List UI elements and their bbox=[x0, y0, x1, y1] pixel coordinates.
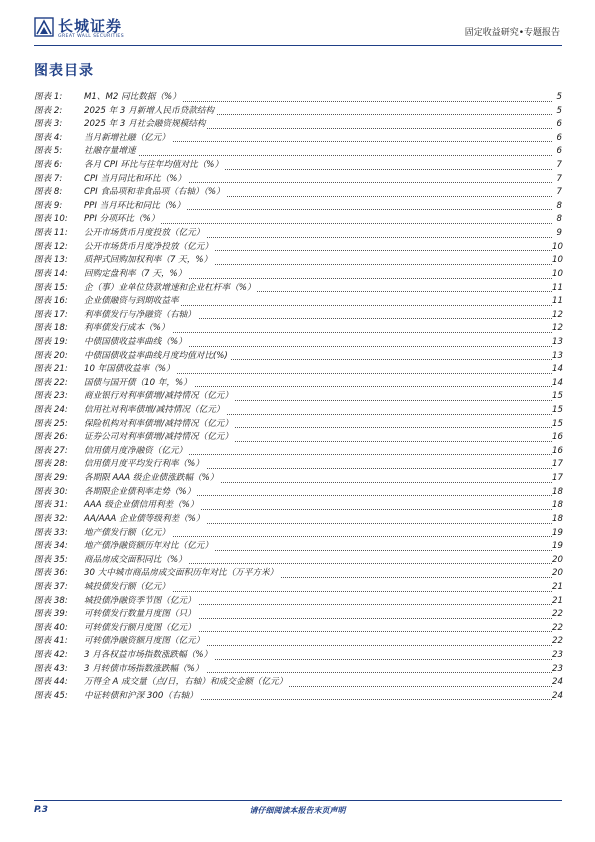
toc-dot-leader bbox=[84, 155, 552, 156]
toc-entry-title: 利率债发行与净融资（右轴） bbox=[84, 309, 198, 323]
toc-entry[interactable] bbox=[34, 159, 562, 173]
toc-entry-title: 中证转债和沪深 300（右轴） bbox=[84, 690, 200, 704]
toc-entry-label: 图表 6: bbox=[34, 160, 63, 171]
toc-entry-label: 图表 12: bbox=[34, 241, 68, 252]
toc-entry-page: 10 bbox=[552, 254, 562, 268]
toc-entry[interactable] bbox=[34, 472, 562, 486]
great-wall-logo-icon bbox=[34, 16, 54, 38]
toc-entry-title: 30 大中城市商品房成交面积历年对比（万平方米） bbox=[84, 567, 280, 581]
toc-entry-label: 图表 30: bbox=[34, 486, 68, 497]
toc-entry-title: 商业银行对利率债增/减持情况（亿元） bbox=[84, 390, 235, 404]
toc-entry-title: CPI 当月同比和环比（%） bbox=[84, 173, 188, 187]
toc-entry-page: 23 bbox=[552, 649, 562, 663]
toc-entry[interactable] bbox=[34, 622, 562, 636]
toc-entry[interactable] bbox=[34, 350, 562, 364]
toc-entry-label: 图表 37: bbox=[34, 581, 68, 592]
toc-entry[interactable] bbox=[34, 186, 562, 200]
toc-entry[interactable] bbox=[34, 608, 562, 622]
logo-chinese-text: 长城证券 bbox=[58, 17, 123, 35]
toc-entry-label: 图表 27: bbox=[34, 445, 68, 456]
toc-entry-label: 图表 45: bbox=[34, 690, 68, 701]
toc-entry-page: 8 bbox=[552, 213, 562, 227]
toc-entry-label: 图表 18: bbox=[34, 323, 68, 334]
toc-entry-page: 14 bbox=[552, 363, 562, 377]
toc-entry-page: 15 bbox=[552, 404, 562, 418]
toc-entry[interactable] bbox=[34, 390, 562, 404]
toc-entry[interactable] bbox=[34, 118, 562, 132]
toc-entry-title: 社融存量增速 bbox=[84, 145, 138, 159]
toc-entry-page: 24 bbox=[552, 676, 562, 690]
toc-entry-title: AA/AAA 企业债等级利差（%） bbox=[84, 513, 207, 527]
toc-entry[interactable] bbox=[34, 635, 562, 649]
toc-entry-title: 10 年国债收益率（%） bbox=[84, 363, 177, 377]
toc-entry-title: 可转债净融资额月度图（亿元） bbox=[84, 635, 206, 649]
toc-entry[interactable] bbox=[34, 676, 562, 690]
toc-entry-label: 图表 9: bbox=[34, 200, 63, 211]
toc-entry-page: 17 bbox=[552, 458, 562, 472]
toc-entry[interactable] bbox=[34, 268, 562, 282]
toc-entry[interactable] bbox=[34, 295, 562, 309]
toc-entry[interactable] bbox=[34, 254, 562, 268]
toc-entry-page: 17 bbox=[552, 472, 562, 486]
toc-entry-label: 图表 24: bbox=[34, 405, 68, 416]
toc-entry[interactable] bbox=[34, 200, 562, 214]
toc-entry-page: 24 bbox=[552, 690, 562, 704]
toc-entry-label: 图表 19: bbox=[34, 336, 68, 347]
toc-entry-label: 图表 4: bbox=[34, 132, 63, 143]
toc-entry-page: 21 bbox=[552, 595, 562, 609]
toc-entry-page: 20 bbox=[552, 554, 562, 568]
toc-entry[interactable] bbox=[34, 282, 562, 296]
toc-entry-page: 6 bbox=[552, 132, 562, 146]
toc-entry-title: 信用债月度净融资（亿元） bbox=[84, 445, 189, 459]
toc-entry-label: 图表 22: bbox=[34, 377, 68, 388]
toc-entry-page: 6 bbox=[552, 145, 562, 159]
toc-entry-title: 利率债发行成本（%） bbox=[84, 322, 172, 336]
toc-entry-page: 9 bbox=[552, 227, 562, 241]
toc-entry-page: 18 bbox=[552, 499, 562, 513]
toc-entry-label: 图表 42: bbox=[34, 649, 68, 660]
page-header bbox=[34, 14, 562, 44]
toc-entry-page: 14 bbox=[552, 377, 562, 391]
toc-entry-label: 图表 3: bbox=[34, 119, 63, 130]
toc-entry-page: 5 bbox=[552, 91, 562, 105]
toc-entry[interactable] bbox=[34, 309, 562, 323]
toc-entry[interactable] bbox=[34, 540, 562, 554]
toc-entry[interactable] bbox=[34, 567, 562, 581]
toc-entry-title: CPI 食品项和非食品项（右轴）（%） bbox=[84, 186, 227, 200]
toc-entry-title: 万得全 A 成交量（点/日，右轴）和成交金额（亿元） bbox=[84, 676, 289, 690]
toc-entry-title: 各期限企业债利率走势（%） bbox=[84, 486, 197, 500]
toc-entry-page: 22 bbox=[552, 635, 562, 649]
toc-entry[interactable] bbox=[34, 458, 562, 472]
toc-entry[interactable] bbox=[34, 649, 562, 663]
header-divider bbox=[34, 45, 562, 46]
footer-divider bbox=[34, 800, 562, 801]
toc-entry-label: 图表 8: bbox=[34, 187, 63, 198]
toc-entry-title: 国债与国开债（10 年，%） bbox=[84, 377, 194, 391]
toc-entry-page: 19 bbox=[552, 540, 562, 554]
page-number: P.3 bbox=[34, 805, 48, 815]
toc-entry-label: 图表 26: bbox=[34, 432, 68, 443]
toc-entry-page: 5 bbox=[552, 105, 562, 119]
toc-entry-label: 图表 1: bbox=[34, 92, 63, 102]
toc-entry-title: 城投债净融资季节图（亿元） bbox=[84, 595, 198, 609]
toc-entry-page: 21 bbox=[552, 581, 562, 595]
toc-entry[interactable] bbox=[34, 404, 562, 418]
table-of-figures bbox=[34, 91, 562, 703]
toc-entry-label: 图表 23: bbox=[34, 391, 68, 402]
toc-entry[interactable] bbox=[34, 105, 562, 119]
toc-entry-label: 图表 16: bbox=[34, 296, 68, 307]
toc-entry[interactable] bbox=[34, 431, 562, 445]
toc-entry-label: 图表 35: bbox=[34, 554, 68, 565]
toc-entry-title: 可转债发行数量月度图（只） bbox=[84, 608, 198, 622]
toc-entry-label: 图表 29: bbox=[34, 473, 68, 484]
toc-entry-label: 图表 10: bbox=[34, 214, 68, 225]
toc-entry-page: 10 bbox=[552, 268, 562, 282]
toc-entry-page: 22 bbox=[552, 622, 562, 636]
toc-entry-label: 图表 7: bbox=[34, 173, 63, 184]
toc-entry[interactable] bbox=[34, 91, 562, 105]
toc-entry-page: 16 bbox=[552, 445, 562, 459]
toc-entry-label: 图表 33: bbox=[34, 527, 68, 538]
toc-entry[interactable] bbox=[34, 445, 562, 459]
toc-entry-page: 11 bbox=[552, 282, 562, 296]
toc-entry-label: 图表 13: bbox=[34, 255, 68, 266]
toc-entry-title: 信用债月度平均发行利率（%） bbox=[84, 458, 206, 472]
toc-entry-label: 图表 17: bbox=[34, 309, 68, 320]
toc-entry[interactable] bbox=[34, 241, 562, 255]
logo-english-text: GREAT WALL SECURITIES bbox=[58, 34, 125, 39]
toc-entry-label: 图表 39: bbox=[34, 609, 68, 620]
toc-entry-label: 图表 34: bbox=[34, 541, 68, 552]
toc-entry-title: 企（事）业单位贷款增速和企业杠杆率（%） bbox=[84, 282, 257, 296]
toc-entry-title: 各期限 AAA 级企业债涨跌幅（%） bbox=[84, 472, 220, 486]
toc-entry-label: 图表 38: bbox=[34, 595, 68, 606]
toc-entry-title: 各月 CPI 环比与往年均值对比（%） bbox=[84, 159, 225, 173]
toc-entry-label: 图表 15: bbox=[34, 282, 68, 293]
toc-entry-title: 地产债净融资额历年对比（亿元） bbox=[84, 540, 215, 554]
toc-entry-title: 地产债发行额（亿元） bbox=[84, 527, 172, 541]
toc-entry-page: 19 bbox=[552, 527, 562, 541]
toc-entry[interactable] bbox=[34, 336, 562, 350]
toc-entry-label: 图表 21: bbox=[34, 364, 68, 375]
toc-entry-page: 23 bbox=[552, 663, 562, 677]
toc-entry-label: 图表 41: bbox=[34, 636, 68, 647]
toc-entry-title: 中债国债收益率曲线（%） bbox=[84, 336, 189, 350]
toc-entry-title: 3 月转债市场指数涨跌幅（%） bbox=[84, 663, 206, 677]
disclaimer-note: 请仔细阅读本报告末页声明 bbox=[249, 806, 346, 815]
toc-entry-title: 公开市场货币月度净投放（亿元） bbox=[84, 241, 215, 255]
toc-entry[interactable] bbox=[34, 499, 562, 513]
toc-entry-page: 13 bbox=[552, 350, 562, 364]
toc-entry-title: PPI 当月环比和同比（%） bbox=[84, 200, 187, 214]
toc-entry-page: 15 bbox=[552, 418, 562, 432]
toc-entry[interactable] bbox=[34, 418, 562, 432]
toc-entry-page: 7 bbox=[552, 173, 562, 187]
toc-entry-page: 7 bbox=[552, 186, 562, 200]
toc-entry-label: 图表 31: bbox=[34, 500, 68, 511]
toc-entry-label: 图表 11: bbox=[34, 228, 68, 239]
toc-entry-title: 2025 年 3 月社会融资规模结构 bbox=[84, 118, 207, 132]
toc-entry-title: M1、M2 同比数据（%） bbox=[84, 91, 183, 105]
toc-entry-page: 18 bbox=[552, 513, 562, 527]
toc-entry[interactable] bbox=[34, 663, 562, 677]
toc-entry[interactable] bbox=[34, 554, 562, 568]
toc-entry-title: AAA 级企业债信用利差（%） bbox=[84, 499, 200, 513]
toc-entry-title: 回购定盘利率（7 天，%） bbox=[84, 268, 188, 282]
toc-entry-label: 图表 44: bbox=[34, 677, 68, 688]
toc-entry-title: 公开市场货币月度投放（亿元） bbox=[84, 227, 206, 241]
toc-entry-page: 10 bbox=[552, 241, 562, 255]
toc-entry[interactable] bbox=[34, 363, 562, 377]
toc-entry-page: 18 bbox=[552, 486, 562, 500]
toc-entry-label: 图表 14: bbox=[34, 268, 68, 279]
toc-entry-page: 8 bbox=[552, 200, 562, 214]
toc-entry-title: 证券公司对利率债增/减持情况（亿元） bbox=[84, 431, 235, 445]
toc-entry-title: 当月新增社融（亿元） bbox=[84, 132, 172, 146]
toc-entry[interactable] bbox=[34, 213, 562, 227]
toc-entry-label: 图表 5: bbox=[34, 146, 63, 157]
toc-entry-page: 12 bbox=[552, 322, 562, 336]
toc-entry-title: 2025 年 3 月新增人民币贷款结构 bbox=[84, 105, 216, 119]
toc-entry-title: 商品房成交面积同比（%） bbox=[84, 554, 189, 568]
toc-entry-title: PPI 分项环比（%） bbox=[84, 213, 161, 227]
toc-entry[interactable] bbox=[34, 513, 562, 527]
toc-entry[interactable] bbox=[34, 227, 562, 241]
toc-entry-title: 保险机构对利率债增/减持情况（亿元） bbox=[84, 418, 235, 432]
toc-entry[interactable] bbox=[34, 377, 562, 391]
toc-entry-page: 7 bbox=[552, 159, 562, 173]
toc-entry-page: 22 bbox=[552, 608, 562, 622]
toc-entry-page: 20 bbox=[552, 567, 562, 581]
toc-entry-title: 可转债发行额月度图（亿元） bbox=[84, 622, 198, 636]
toc-entry-label: 图表 43: bbox=[34, 663, 68, 674]
toc-entry[interactable] bbox=[34, 595, 562, 609]
toc-entry-label: 图表 40: bbox=[34, 622, 68, 633]
toc-entry[interactable] bbox=[34, 690, 562, 704]
toc-entry[interactable] bbox=[34, 581, 562, 595]
toc-entry[interactable] bbox=[34, 322, 562, 336]
toc-entry[interactable] bbox=[34, 145, 562, 159]
toc-entry-title: 信用社对利率债增/减持情况（亿元） bbox=[84, 404, 226, 418]
toc-entry-label: 图表 28: bbox=[34, 459, 68, 470]
toc-entry-title: 中债国债收益率曲线月度均值对比(%) bbox=[84, 350, 230, 364]
toc-entry[interactable] bbox=[34, 527, 562, 541]
toc-entry-page: 16 bbox=[552, 431, 562, 445]
toc-entry[interactable] bbox=[34, 486, 562, 500]
company-logo bbox=[34, 14, 164, 42]
toc-entry[interactable] bbox=[34, 132, 562, 146]
toc-entry-label: 图表 25: bbox=[34, 418, 68, 429]
toc-entry-page: 6 bbox=[552, 118, 562, 132]
toc-entry-label: 图表 36: bbox=[34, 568, 68, 579]
toc-title: 图表目录 bbox=[34, 63, 94, 79]
toc-entry-page: 15 bbox=[552, 390, 562, 404]
toc-entry-label: 图表 32: bbox=[34, 513, 68, 524]
report-type: 固定收益研究•专题报告 bbox=[464, 28, 560, 38]
toc-entry[interactable] bbox=[34, 173, 562, 187]
toc-entry-label: 图表 20: bbox=[34, 350, 68, 361]
toc-entry-title: 质押式回购加权利率（7 天，%） bbox=[84, 254, 214, 268]
toc-entry-label: 图表 2: bbox=[34, 105, 63, 116]
toc-entry-page: 11 bbox=[552, 295, 562, 309]
toc-entry-title: 城投债发行额（亿元） bbox=[84, 581, 172, 595]
toc-entry-page: 13 bbox=[552, 336, 562, 350]
toc-entry-page: 12 bbox=[552, 309, 562, 323]
toc-entry-title: 企业债融资与到期收益率 bbox=[84, 295, 181, 309]
toc-entry-title: 3 月各权益市场指数涨跌幅（%） bbox=[84, 649, 214, 663]
